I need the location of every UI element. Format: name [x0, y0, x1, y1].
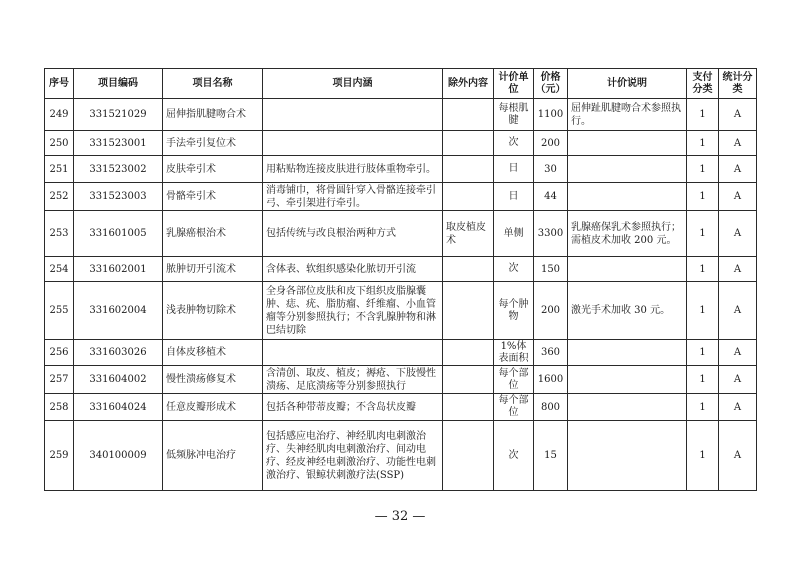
table-row	[45, 340, 757, 366]
cell-name: 皮肤牵引术	[163, 156, 263, 183]
header-seq: 序号	[45, 69, 74, 99]
cell-payment-category: 1	[687, 257, 719, 282]
header-exclusion: 除外内容	[443, 69, 494, 99]
table-row	[45, 183, 757, 211]
cell-code: 331521029	[74, 99, 163, 131]
cell-exclusion	[443, 340, 494, 366]
cell-explanation	[568, 340, 687, 366]
cell-content	[263, 99, 443, 131]
cell-exclusion	[443, 183, 494, 211]
cell-explanation	[568, 421, 687, 491]
cell-code: 331602004	[74, 282, 163, 340]
cell-content	[263, 340, 443, 366]
cell-content	[263, 131, 443, 156]
cell-price: 44	[534, 183, 568, 211]
cell-stat-category: A	[719, 366, 757, 394]
cell-seq: 253	[45, 211, 74, 257]
cell-stat-category: A	[719, 257, 757, 282]
cell-exclusion	[443, 421, 494, 491]
cell-name: 乳腺癌根治术	[163, 211, 263, 257]
cell-seq: 259	[45, 421, 74, 491]
cell-price: 150	[534, 257, 568, 282]
cell-unit: 次	[494, 421, 534, 491]
cell-price: 800	[534, 394, 568, 421]
cell-seq: 251	[45, 156, 74, 183]
cell-payment-category: 1	[687, 421, 719, 491]
cell-unit: 次	[494, 257, 534, 282]
cell-exclusion	[443, 131, 494, 156]
cell-seq: 250	[45, 131, 74, 156]
cell-price: 200	[534, 131, 568, 156]
header-explanation: 计价说明	[568, 69, 687, 99]
cell-payment-category: 1	[687, 99, 719, 131]
cell-price: 30	[534, 156, 568, 183]
cell-code: 331602001	[74, 257, 163, 282]
fee-schedule-table	[44, 68, 757, 491]
table-row	[45, 131, 757, 156]
cell-unit: 日	[494, 156, 534, 183]
table-row	[45, 99, 757, 131]
cell-payment-category: 1	[687, 340, 719, 366]
cell-price: 3300	[534, 211, 568, 257]
cell-price: 200	[534, 282, 568, 340]
cell-price: 1100	[534, 99, 568, 131]
cell-unit: 单侧	[494, 211, 534, 257]
cell-seq: 257	[45, 366, 74, 394]
cell-content: 包括传统与改良根治两种方式	[263, 211, 443, 257]
cell-exclusion	[443, 257, 494, 282]
cell-stat-category: A	[719, 131, 757, 156]
cell-seq: 256	[45, 340, 74, 366]
cell-code: 331523002	[74, 156, 163, 183]
cell-unit: 每根肌腱	[494, 99, 534, 131]
cell-explanation: 乳腺癌保乳术参照执行；需植皮术加收 200 元。	[568, 211, 687, 257]
cell-content: 包括各种带蒂皮瓣；不含岛状皮瓣	[263, 394, 443, 421]
cell-content: 全身各部位皮肤和皮下组织皮脂腺囊肿、痣、疣、脂肪瘤、纤维瘤、小血管瘤等分别参照执行；不含乳腺肿物和淋巴结切除	[263, 282, 443, 340]
cell-stat-category: A	[719, 183, 757, 211]
cell-unit: 1%体表面积	[494, 340, 534, 366]
cell-content: 包括感应电治疗、神经肌肉电刺激治疗、失神经肌肉电刺激治疗、间动电疗、经皮神经电刺激治疗、功能性电刺激治疗、银鲸状刺激疗法(SSP)	[263, 421, 443, 491]
cell-name: 浅表肿物切除术	[163, 282, 263, 340]
cell-unit: 每个部位	[494, 366, 534, 394]
table-header-row	[45, 69, 757, 99]
cell-name: 脓肿切开引流术	[163, 257, 263, 282]
cell-code: 331603026	[74, 340, 163, 366]
cell-unit: 日	[494, 183, 534, 211]
cell-name: 任意皮瓣形成术	[163, 394, 263, 421]
cell-code: 331523003	[74, 183, 163, 211]
cell-explanation	[568, 257, 687, 282]
cell-exclusion	[443, 394, 494, 421]
page-number: — 32 —	[374, 509, 426, 524]
cell-payment-category: 1	[687, 282, 719, 340]
cell-unit: 每个肿物	[494, 282, 534, 340]
cell-price: 360	[534, 340, 568, 366]
cell-explanation: 屈伸趾肌腱吻合术参照执行。	[568, 99, 687, 131]
cell-payment-category: 1	[687, 394, 719, 421]
table-row	[45, 394, 757, 421]
cell-stat-category: A	[719, 421, 757, 491]
cell-explanation	[568, 156, 687, 183]
cell-stat-category: A	[719, 394, 757, 421]
cell-name: 手法牵引复位术	[163, 131, 263, 156]
cell-explanation: 激光手术加收 30 元。	[568, 282, 687, 340]
cell-content: 含体表、软组织感染化脓切开引流	[263, 257, 443, 282]
cell-price: 15	[534, 421, 568, 491]
cell-code: 340100009	[74, 421, 163, 491]
cell-seq: 254	[45, 257, 74, 282]
table-row	[45, 156, 757, 183]
table-row	[45, 366, 757, 394]
cell-price: 1600	[534, 366, 568, 394]
cell-name: 慢性溃疡修复术	[163, 366, 263, 394]
cell-seq: 249	[45, 99, 74, 131]
cell-content: 消毒铺巾，将骨圆针穿入骨骼连接牵引弓、牵引架进行牵引。	[263, 183, 443, 211]
cell-unit: 每个部位	[494, 394, 534, 421]
cell-exclusion	[443, 366, 494, 394]
header-stat-category: 统计分类	[719, 69, 757, 99]
header-code: 项目编码	[74, 69, 163, 99]
cell-name: 骨骼牵引术	[163, 183, 263, 211]
cell-exclusion	[443, 99, 494, 131]
cell-seq: 252	[45, 183, 74, 211]
cell-stat-category: A	[719, 156, 757, 183]
cell-stat-category: A	[719, 99, 757, 131]
header-name: 项目名称	[163, 69, 263, 99]
header-payment-category: 支付分类	[687, 69, 719, 99]
cell-seq: 258	[45, 394, 74, 421]
cell-name: 低频脉冲电治疗	[163, 421, 263, 491]
table-row	[45, 211, 757, 257]
cell-stat-category: A	[719, 340, 757, 366]
cell-name: 屈伸指肌腱吻合术	[163, 99, 263, 131]
cell-payment-category: 1	[687, 366, 719, 394]
cell-explanation	[568, 183, 687, 211]
cell-exclusion	[443, 282, 494, 340]
cell-stat-category: A	[719, 282, 757, 340]
cell-exclusion	[443, 156, 494, 183]
cell-payment-category: 1	[687, 211, 719, 257]
cell-content: 用粘贴物连接皮肤进行肢体重物牵引。	[263, 156, 443, 183]
cell-code: 331523001	[74, 131, 163, 156]
header-price: 价格（元）	[534, 69, 568, 99]
cell-unit: 次	[494, 131, 534, 156]
cell-payment-category: 1	[687, 183, 719, 211]
cell-payment-category: 1	[687, 131, 719, 156]
cell-seq: 255	[45, 282, 74, 340]
header-content: 项目内涵	[263, 69, 443, 99]
cell-explanation	[568, 131, 687, 156]
table-row	[45, 282, 757, 340]
cell-content: 含清创、取皮、植皮；褥疮、下肢慢性溃疡、足底溃疡等分别参照执行	[263, 366, 443, 394]
table-row	[45, 421, 757, 491]
cell-payment-category: 1	[687, 156, 719, 183]
cell-code: 331604002	[74, 366, 163, 394]
cell-explanation	[568, 366, 687, 394]
cell-code: 331601005	[74, 211, 163, 257]
cell-explanation	[568, 394, 687, 421]
table-row	[45, 257, 757, 282]
cell-code: 331604024	[74, 394, 163, 421]
header-unit: 计价单位	[494, 69, 534, 99]
cell-name: 自体皮移植术	[163, 340, 263, 366]
cell-exclusion: 取皮植皮术	[443, 211, 494, 257]
cell-stat-category: A	[719, 211, 757, 257]
